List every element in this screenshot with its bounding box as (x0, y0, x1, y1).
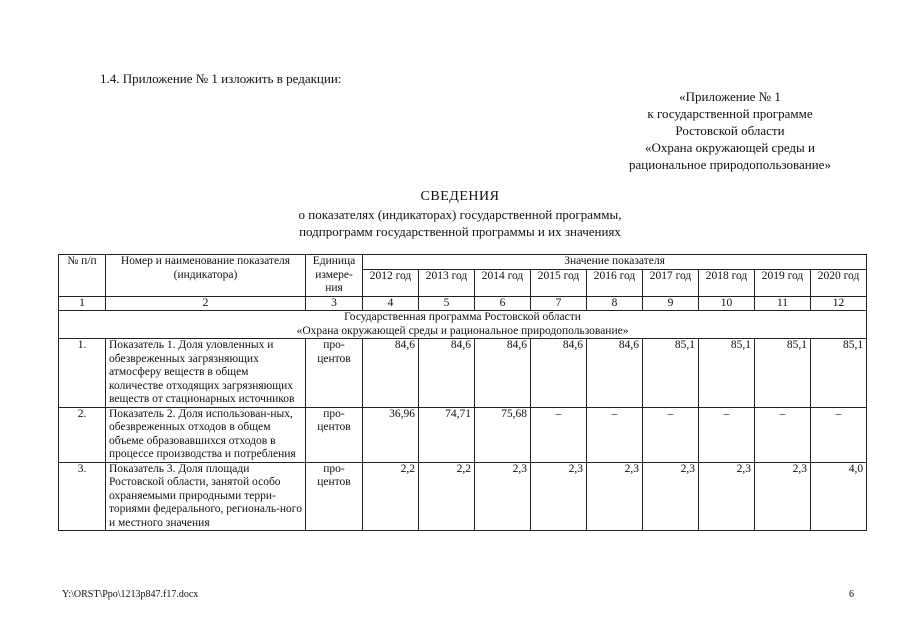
indicator-unit: про-центов (306, 407, 363, 462)
year-header: 2013 год (419, 269, 475, 296)
column-number: 5 (419, 296, 475, 311)
title-sub: о показателях (индикаторах) государственной программы, (298, 207, 622, 222)
year-header: 2020 год (811, 269, 867, 296)
indicator-value: 4,0 (811, 462, 867, 531)
indicator-value: – (531, 407, 587, 462)
indicator-unit: про-центов (306, 462, 363, 531)
appendix-line: рациональное природопользование» (629, 157, 831, 172)
indicator-value: 85,1 (699, 339, 755, 408)
indicator-name: Показатель 3. Доля площади Ростовской области, занятой особо охраняемыми природными терри-ториями федерального, региональ-ного и местного значения (106, 462, 306, 531)
header-values: Значение показателя (363, 255, 867, 270)
header-unit: Единица измере-ния (306, 255, 363, 297)
indicator-value: – (643, 407, 699, 462)
indicator-value: 2,3 (531, 462, 587, 531)
indicator-name: Показатель 1. Доля уловленных и обезвреженных загрязняющих атмосферу веществ в общем количестве отходящих загрязняющих веществ от стационарных источников (106, 339, 306, 408)
column-number: 11 (755, 296, 811, 311)
title-sub: подпрограмм государственной программы и их значениях (299, 224, 621, 239)
indicators-table (58, 254, 867, 531)
indicator-value: 74,71 (419, 407, 475, 462)
column-number: 12 (811, 296, 867, 311)
header-no: № п/п (59, 255, 106, 297)
year-header: 2018 год (699, 269, 755, 296)
row-number: 3. (59, 462, 106, 531)
indicator-value: 36,96 (363, 407, 419, 462)
document-title (200, 188, 720, 240)
column-number: 7 (531, 296, 587, 311)
row-number: 1. (59, 339, 106, 408)
indicator-value: 2,3 (643, 462, 699, 531)
intro-text: 1.4. Приложение № 1 изложить в редакции: (100, 71, 342, 86)
indicator-value: 2,2 (363, 462, 419, 531)
column-number: 8 (587, 296, 643, 311)
column-number: 1 (59, 296, 106, 311)
indicator-value: 84,6 (587, 339, 643, 408)
appendix-line: «Приложение № 1 (679, 89, 781, 104)
indicator-value: 2,3 (699, 462, 755, 531)
indicator-value: 2,3 (587, 462, 643, 531)
title-main: СВЕДЕНИЯ (420, 189, 500, 204)
table-row (59, 339, 867, 408)
appendix-line: Ростовской области (675, 123, 785, 138)
year-header: 2019 год (755, 269, 811, 296)
appendix-line: к государственной программе (647, 106, 813, 121)
column-number: 3 (306, 296, 363, 311)
table-row (59, 407, 867, 462)
footer-page-number: 6 (849, 589, 854, 600)
indicator-value: – (811, 407, 867, 462)
row-number: 2. (59, 407, 106, 462)
indicator-unit: про-центов (306, 339, 363, 408)
year-header: 2012 год (363, 269, 419, 296)
year-header: 2014 год (475, 269, 531, 296)
section-subtitle: «Охрана окружающей среды и рациональное природопользование» (296, 324, 629, 337)
column-number: 4 (363, 296, 419, 311)
column-number: 2 (106, 296, 306, 311)
year-header: 2017 год (643, 269, 699, 296)
indicator-name: Показатель 2. Доля использован-ных, обезвреженных отходов в общем объеме образовавшихся отходов в процессе производства и потребления (106, 407, 306, 462)
footer-file-path: Y:\ORST\Ppo\1213p847.f17.docx (62, 589, 199, 600)
indicator-value: – (699, 407, 755, 462)
section-row (59, 311, 867, 339)
indicator-value: 2,3 (475, 462, 531, 531)
indicator-value: 2,3 (755, 462, 811, 531)
indicator-value: 85,1 (755, 339, 811, 408)
indicator-value: 85,1 (643, 339, 699, 408)
indicator-value: 84,6 (475, 339, 531, 408)
year-header: 2015 год (531, 269, 587, 296)
indicator-value: 84,6 (419, 339, 475, 408)
column-number: 9 (643, 296, 699, 311)
indicator-value: 84,6 (531, 339, 587, 408)
appendix-header (580, 88, 880, 173)
indicator-value: 2,2 (419, 462, 475, 531)
indicator-value: 85,1 (811, 339, 867, 408)
header-name: Номер и наименование показателя (индикатора) (106, 255, 306, 297)
indicator-value: 75,68 (475, 407, 531, 462)
section-title: Государственная программа Ростовской области (344, 311, 581, 323)
indicator-value: 84,6 (363, 339, 419, 408)
appendix-line: «Охрана окружающей среды и (645, 140, 815, 155)
indicator-value: – (755, 407, 811, 462)
year-header: 2016 год (587, 269, 643, 296)
column-number: 6 (475, 296, 531, 311)
table-row (59, 462, 867, 531)
column-number: 10 (699, 296, 755, 311)
indicator-value: – (587, 407, 643, 462)
